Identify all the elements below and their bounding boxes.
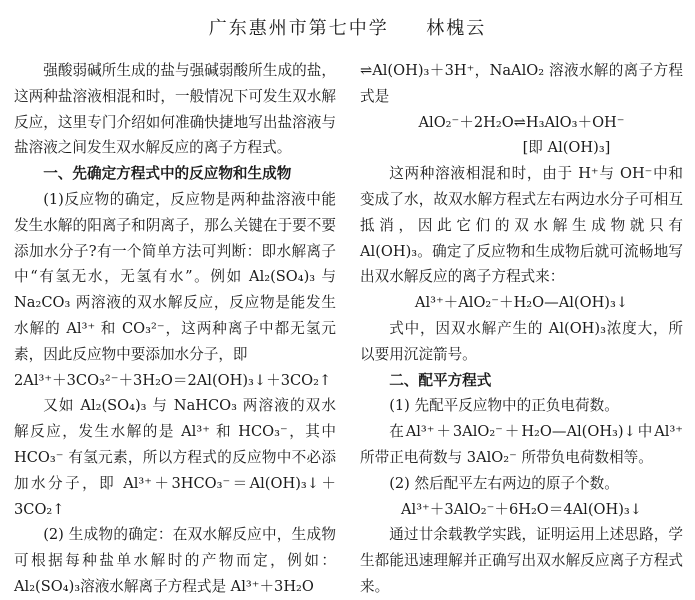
precipitate-paragraph: 式中，因双水解产生的 Al(OH)₃浓度大，所以要用沉淀箭号。 bbox=[360, 319, 683, 363]
equation-balanced: Al³⁺＋3AlO₂⁻＋6H₂O＝4Al(OH)₃↓ bbox=[400, 500, 643, 518]
conclusion-paragraph: 通过廿余载教学实践，证明运用上述思路，学生都能迅速理解并正确写出双水解反应离子方程式来。 bbox=[360, 526, 683, 595]
charge-balance-paragraph: 在Al³⁺＋3AlO₂⁻＋H₂O—Al(OH₃)↓中Al³⁺所带正电荷数与 3AlO₂⁻ 所带负电荷数相等。 bbox=[360, 423, 683, 466]
reactant-paragraph: (1)反应物的确定，反应物是两种盐溶液中能发生水解的阳离子和阴离子，那么关键在于要不要添加水分子?有一个简单方法可判断：即水解离子中“有氢无水，无氢有水”。例如 Al₂(SO₄)₃ 与 Na₂CO₃ 两溶液的双水解反应，反应物是能发生水解的 Al³⁺ 和 CO₃²⁻，这两种离子中都无氢元素，因此反应物中要添加水分子，即 bbox=[14, 190, 336, 363]
equation-1: 2Al³⁺＋3CO₃²⁻＋3H₂O＝2Al(OH)₃↓＋3CO₂↑ bbox=[14, 371, 332, 389]
product-paragraph: (2) 生成物的确定：在双水解反应中，生成物可根据每种盐单水解时的产物而定，例如：Al₂(SO₄)₃溶液水解离子方程式是 Al³⁺＋3H₂O bbox=[14, 526, 336, 595]
section-heading-1: 一、先确定方程式中的反应物和生成物 bbox=[43, 165, 292, 183]
example-paragraph: 又如 Al₂(SO₄)₃ 与 NaHCO₃ 两溶液的双水解反应，发生水解的是 Al³⁺ 和 HCO₃⁻，其中 HCO₃⁻ 有氢元素，所以方程式的反应物中不必添加水分子，即 Al³⁺＋3HCO₃⁻＝Al(OH)₃↓＋3CO₂↑ bbox=[14, 397, 336, 518]
equation-unbalanced: Al³⁺＋AlO₂⁻＋H₂O—Al(OH)₃↓ bbox=[414, 294, 629, 312]
step-1-text: (1) 先配平反应物中的正负电荷数。 bbox=[389, 397, 619, 415]
left-column bbox=[14, 58, 336, 600]
right-column bbox=[360, 58, 683, 600]
school-name: 广东惠州市第七中学 bbox=[208, 18, 389, 39]
equation-aluminate: AlO₂⁻＋2H₂O⇌H₃AlO₃＋OH⁻ bbox=[418, 113, 625, 131]
continued-paragraph: ⇌Al(OH)₃＋3H⁺，NaAlO₂ 溶液水解的离子方程式是 bbox=[360, 62, 683, 105]
article-header bbox=[0, 14, 695, 44]
section-heading-2: 二、配平方程式 bbox=[389, 371, 492, 389]
intro-paragraph: 强酸弱碱所生成的盐与强碱弱酸所生成的盐，这两种盐溶液相混和时，一般情况下可发生双水解反应，这里专门介绍如何准确快捷地写出盐溶液与盐溶液之间发生双水解反应的离子方程式。 bbox=[14, 62, 336, 157]
neutralization-paragraph: 这两种溶液相混和时，由于 H⁺与 OH⁻中和变成了水，故双水解方程式左右两边水分子可相互抵消，因此它们的双水解生成物就只有 Al(OH)₃。确定了反应物和生成物后就可流畅地写出双水解反应的离子方程式来： bbox=[360, 165, 683, 286]
equation-note: [即 Al(OH)₃] bbox=[522, 139, 611, 157]
step-2-text: (2) 然后配平左右两边的原子个数。 bbox=[389, 474, 619, 492]
author-name: 林槐云 bbox=[426, 18, 487, 39]
